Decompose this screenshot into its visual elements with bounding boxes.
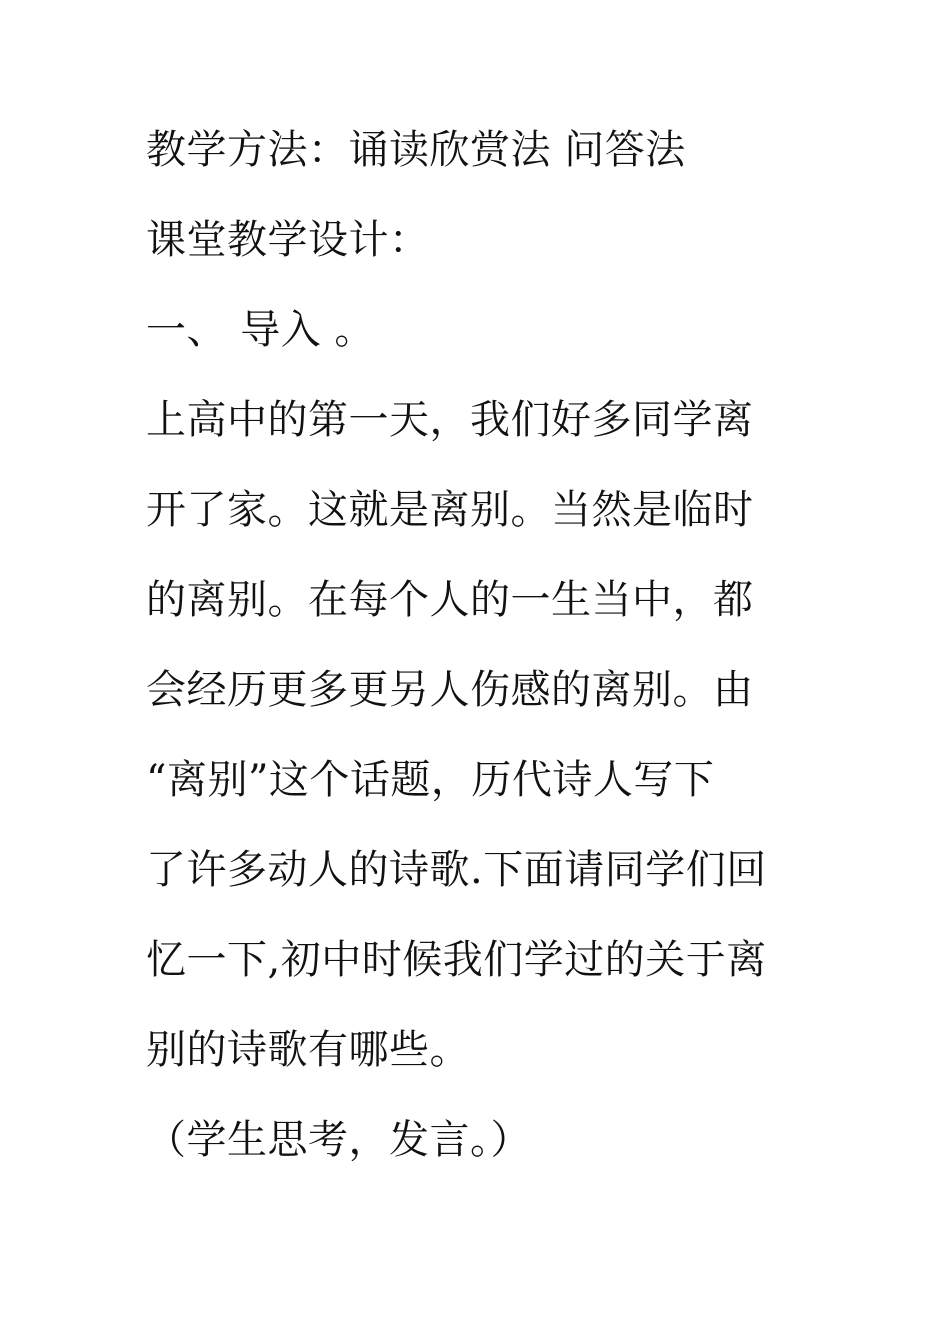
classroom-design-heading: 课堂教学设计： — [146, 217, 430, 263]
section-one-heading: 一、 导入 。 — [146, 307, 375, 353]
paragraph-line: 的离别。在每个人的一生当中，都 — [146, 577, 754, 623]
teaching-method-line: 教学方法：诵读欣赏法 问答法 — [146, 127, 686, 173]
paragraph-line: “离别”这个话题，历代诗人写下 — [146, 757, 715, 803]
paragraph-line: 忆一下,初中时候我们学过的关于离 — [146, 937, 767, 983]
paragraph-line: 上高中的第一天，我们好多同学离 — [146, 397, 754, 443]
paragraph-line: 会经历更多更另人伤感的离别。由 — [146, 667, 754, 713]
student-activity-note: （学生思考，发言。） — [146, 1117, 531, 1163]
paragraph-line: 开了家。这就是离别。当然是临时 — [146, 487, 754, 533]
paragraph-line: 别的诗歌有哪些。 — [146, 1027, 470, 1073]
paragraph-line: 了许多动人的诗歌.下面请同学们回 — [146, 847, 767, 893]
